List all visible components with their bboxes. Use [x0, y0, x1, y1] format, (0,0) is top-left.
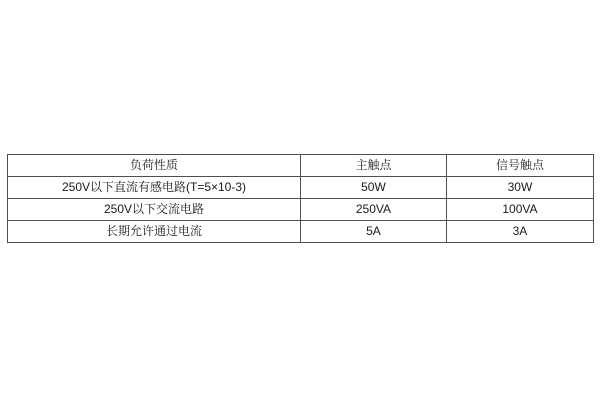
cell-signal-current-rating: 3A	[446, 221, 593, 243]
cell-load-continuous-current: 长期允许通过电流	[8, 221, 301, 243]
cell-main-ac-rating: 250VA	[301, 199, 447, 221]
header-signal-contact: 信号触点	[446, 155, 593, 177]
contact-load-spec-table	[7, 154, 594, 243]
table-row	[8, 177, 594, 199]
cell-signal-ac-rating: 100VA	[446, 199, 593, 221]
table-row	[8, 221, 594, 243]
cell-load-ac-circuit: 250V以下交流电路	[8, 199, 301, 221]
cell-load-dc-circuit: 250V以下直流有感电路(T=5×10-3)	[8, 177, 301, 199]
cell-main-current-rating: 5A	[301, 221, 447, 243]
cell-main-dc-rating: 50W	[301, 177, 447, 199]
cell-signal-dc-rating: 30W	[446, 177, 593, 199]
table-row	[8, 199, 594, 221]
header-main-contact: 主触点	[301, 155, 447, 177]
table-header-row	[8, 155, 594, 177]
header-load-nature: 负荷性质	[8, 155, 301, 177]
